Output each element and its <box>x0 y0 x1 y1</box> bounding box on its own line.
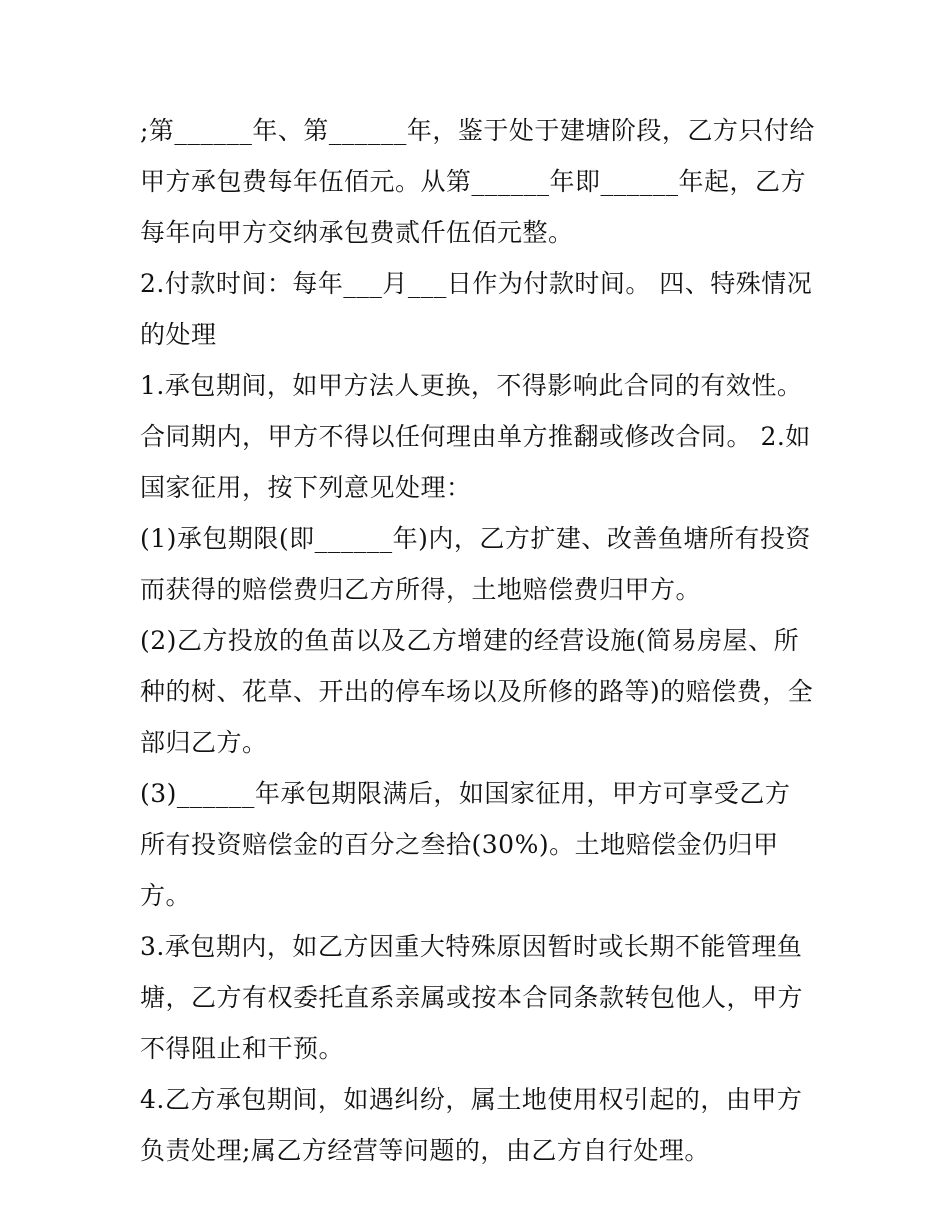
paragraph-compensation-1: (1)承包期限(即______年)内，乙方扩建、改善鱼塘所有投资而获得的赔偿费归乙方所得，土地赔偿费归甲方。 <box>140 524 811 604</box>
paragraph-payment-time: 2.付款时间：每年___月___日作为付款时间。 四、特殊情况的处理 <box>140 269 813 349</box>
document-body <box>140 105 815 1176</box>
paragraph-subcontract: 3.承包期内，如乙方因重大特殊原因暂时或长期不能管理鱼塘，乙方有权委托直系亲属或按本合同条款转包他人，甲方不得阻止和干预。 <box>140 932 804 1063</box>
paragraph-compensation-2: (2)乙方投放的鱼苗以及乙方增建的经营设施(简易房屋、所种的树、花草、开出的停车场以及所修的路等)的赔偿费，全部归乙方。 <box>140 626 814 757</box>
paragraph-compensation-3: (3)______年承包期限满后，如国家征用，甲方可享受乙方所有投资赔偿金的百分之叁拾(30%)。土地赔偿金仍归甲方。 <box>140 779 791 910</box>
paragraph-payment-schedule: ;第______年、第______年，鉴于处于建塘阶段，乙方只付给甲方承包费每年伍佰元。从第______年即______年起，乙方每年向甲方交纳承包费贰仟伍佰元整。 <box>140 116 815 247</box>
paragraph-contract-validity: 1.承包期间，如甲方法人更换，不得影响此合同的有效性。合同期内，甲方不得以任何理由单方推翻或修改合同。 2.如国家征用，按下列意见处理： <box>140 371 811 502</box>
paragraph-disputes: 4.乙方承包期间，如遇纠纷，属土地使用权引起的，由甲方负责处理;属乙方经营等问题的，由乙方自行处理。 <box>140 1085 803 1165</box>
